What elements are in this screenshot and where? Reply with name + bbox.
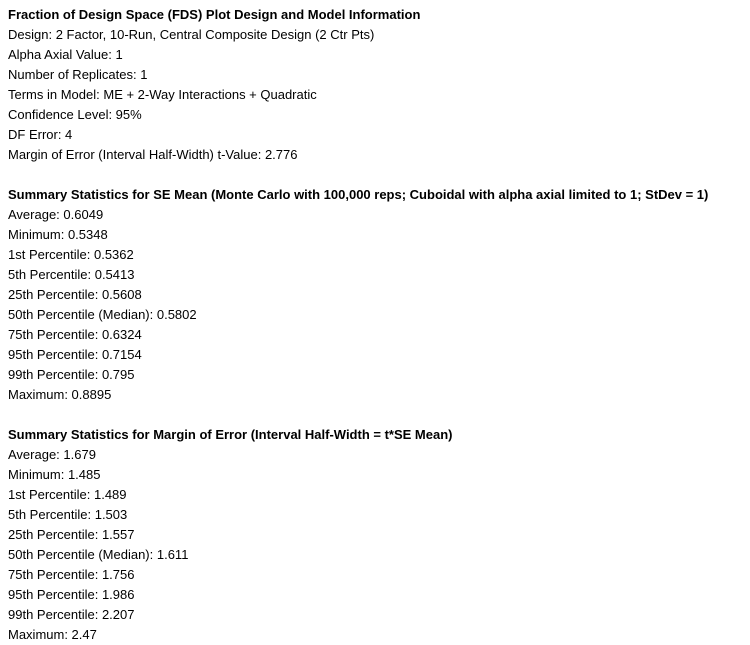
report-line: Confidence Level: 95%	[8, 107, 142, 122]
report-line: Minimum: 1.485	[8, 467, 101, 482]
report-line: 25th Percentile: 1.557	[8, 527, 135, 542]
report-line: 75th Percentile: 1.756	[8, 567, 135, 582]
report-line: Average: 0.6049	[8, 207, 104, 222]
report-line: 5th Percentile: 1.503	[8, 507, 128, 522]
report-line: 25th Percentile: 0.5608	[8, 287, 142, 302]
report-line: 99th Percentile: 2.207	[8, 607, 135, 622]
section-lines	[8, 25, 742, 165]
report-line: 5th Percentile: 0.5413	[8, 267, 135, 282]
section-lines	[8, 445, 742, 645]
report-line: Margin of Error (Interval Half-Width) t-Value: 2.776	[8, 147, 298, 162]
report-line: Average: 1.679	[8, 447, 96, 462]
report-line: 50th Percentile (Median): 1.611	[8, 547, 189, 562]
report-line: DF Error: 4	[8, 127, 73, 142]
section-lines	[8, 205, 742, 405]
section-title: Summary Statistics for SE Mean (Monte Carlo with 100,000 reps; Cuboidal with alpha axial limited to 1; StDev = 1)	[8, 187, 709, 202]
report-section	[8, 425, 742, 645]
report-line: 95th Percentile: 1.986	[8, 587, 135, 602]
report-section	[8, 5, 742, 165]
report-line: 1st Percentile: 0.5362	[8, 247, 134, 262]
report-line: Terms in Model: ME + 2-Way Interactions + Quadratic	[8, 87, 317, 102]
report-line: Maximum: 2.47	[8, 627, 97, 642]
section-title: Summary Statistics for Margin of Error (Interval Half-Width = t*SE Mean)	[8, 427, 453, 442]
report-line: Alpha Axial Value: 1	[8, 47, 123, 62]
report-line: 1st Percentile: 1.489	[8, 487, 127, 502]
report-line: 95th Percentile: 0.7154	[8, 347, 142, 362]
report-line: 75th Percentile: 0.6324	[8, 327, 142, 342]
section-title: Fraction of Design Space (FDS) Plot Design and Model Information	[8, 7, 421, 22]
report-line: Number of Replicates: 1	[8, 67, 148, 82]
report-line: Maximum: 0.8895	[8, 387, 112, 402]
report-line: Design: 2 Factor, 10-Run, Central Composite Design (2 Ctr Pts)	[8, 27, 375, 42]
report-section	[8, 185, 742, 405]
report-line: Minimum: 0.5348	[8, 227, 108, 242]
report-line: 99th Percentile: 0.795	[8, 367, 135, 382]
report-line: 50th Percentile (Median): 0.5802	[8, 307, 197, 322]
